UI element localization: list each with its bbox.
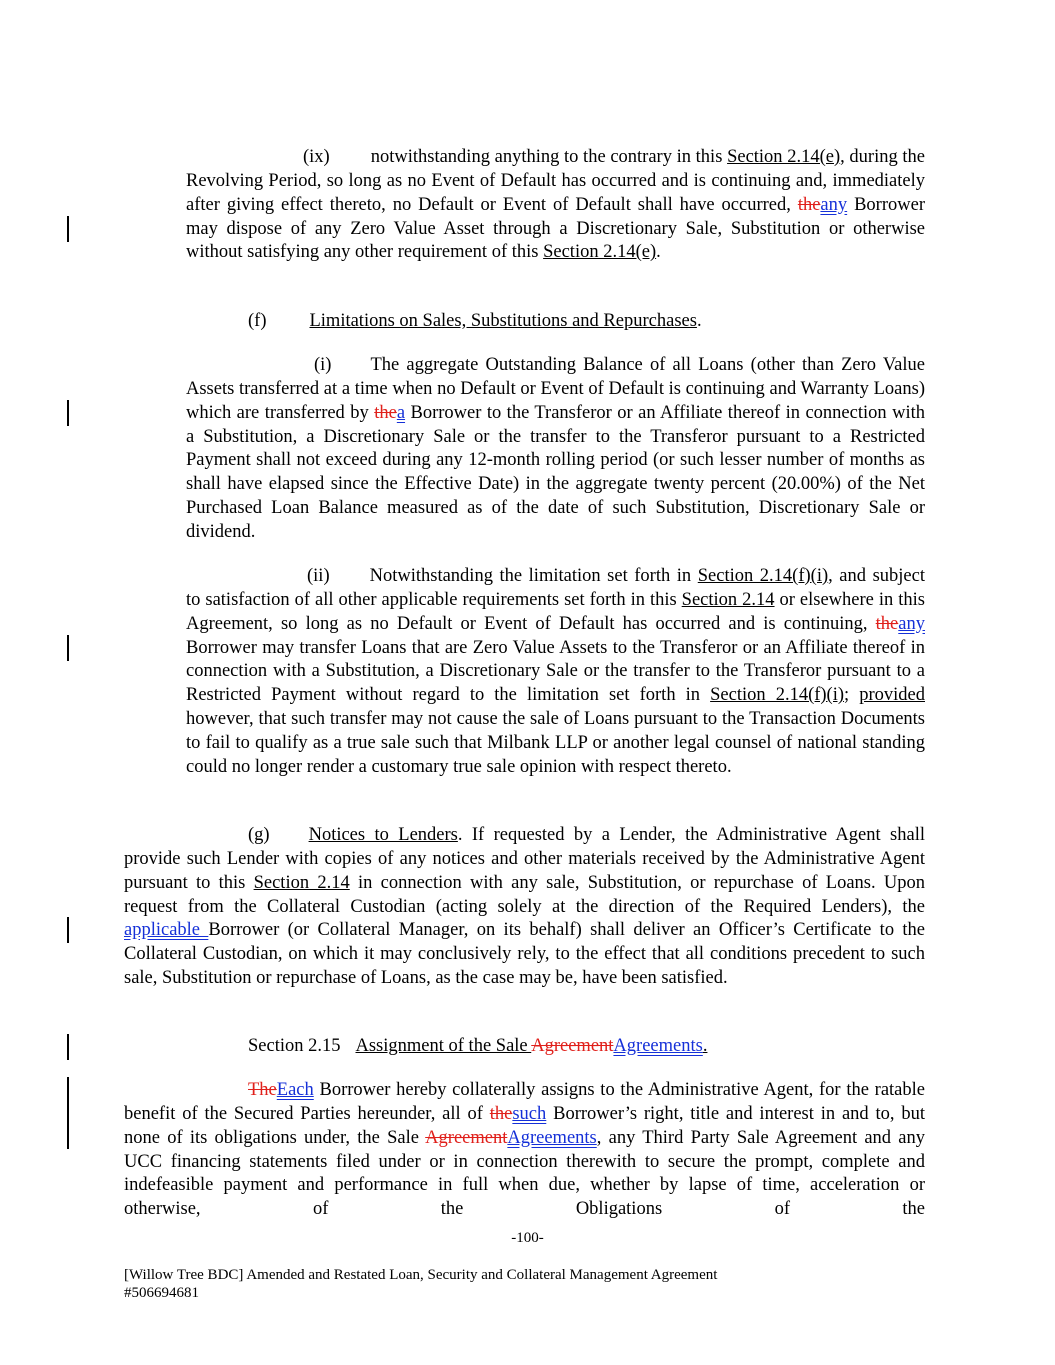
subsection-title: Notices to Lenders [308, 825, 458, 845]
section-reference: Section 2.14(f)(i) [697, 566, 829, 586]
change-bar [67, 216, 69, 242]
inserted-text: Each [276, 1080, 314, 1100]
change-bar [67, 1034, 69, 1060]
deleted-text: Agreement [531, 1036, 614, 1056]
provided-term: provided [859, 685, 925, 706]
section-number: Section 2.15 [248, 1036, 341, 1056]
paragraph-label: (g) [248, 825, 270, 845]
change-bar [67, 635, 69, 661]
paragraph-label: (ii) [307, 566, 330, 586]
footer-title: [Willow Tree BDC] Amended and Restated Loan, Security and Collateral Management Agreement [124, 1267, 718, 1283]
deleted-text: the [374, 402, 397, 423]
inserted-text: any [898, 613, 925, 634]
paragraph-label: (f) [248, 311, 267, 331]
subsection-f-heading: (f) Limitations on Sales, Substitutions and Repurchases. [248, 311, 702, 331]
change-bar [67, 917, 69, 943]
footer-doc-id: #506694681 [124, 1285, 199, 1301]
paragraph-label: (i) [314, 355, 332, 375]
inserted-text: applicable [124, 920, 209, 941]
change-bar [67, 1077, 69, 1149]
section-title: Assignment of the Sale [355, 1036, 532, 1056]
document-footer [124, 1266, 717, 1302]
deleted-text: Agreement [425, 1127, 508, 1148]
section-reference: Section 2.14 [253, 872, 350, 893]
section-reference: Section 2.14(e) [727, 147, 841, 167]
paragraph-ix: (ix) notwithstanding anything to the contrary in this Section 2.14(e), during the Revolving Period, so long as no Event of Default has occurred and is continuing and, immediately after giving effect thereto, no Default or Event of Default shall have occurred, theany Borrower may dispose of any Zero Value Asset through a Discretionary Sale, Substitution or otherwise without satisfying any other requirement of this Section 2.14(e). [186, 147, 925, 263]
section-reference: Section 2.14(e) [543, 242, 657, 263]
subsection-title: Limitations on Sales, Substitutions and Repurchases [309, 311, 697, 331]
deleted-text: The [248, 1080, 277, 1100]
paragraph-f-i: (i) The aggregate Outstanding Balance of all Loans (other than Zero Value Assets transferred at a time when no Default or Event of Default is continuing and Warranty Loans) which are transferred by thea Borrower to the Transferor or an Affiliate thereof in connection with a Substitution, a Discretionary Sale or the transfer to the Transferor pursuant to a Restricted Payment shall not exceed during any 12-month rolling period (or such lesser number of months as shall have elapsed since the Effective Date) in the aggregate twenty percent (20.00%) of the Net Purchased Loan Balance measured as of the date of such Substitution, Discretionary Sale or dividend. [186, 355, 925, 542]
deleted-text: the [489, 1103, 513, 1124]
deleted-text: the [875, 613, 899, 634]
inserted-text: a [396, 402, 406, 423]
section-2-15-heading: Section 2.15 Assignment of the Sale AgreementAgreements. [248, 1036, 708, 1056]
deleted-text: the [797, 194, 821, 215]
change-bar [67, 400, 69, 426]
paragraph-f-ii: (ii) Notwithstanding the limitation set forth in Section 2.14(f)(i), and subject to satisfaction of all other applicable requirements set forth in this Section 2.14 or elsewhere in this Agreement, so long as no Default or Event of Default has occurred and is continuing, theany Borrower may transfer Loans that are Zero Value Assets to the Transferor or an Affiliate thereof in connection with a Substitution, a Discretionary Sale or the transfer to the Transferor pursuant to a Restricted Payment without regard to the limitation set forth in Section 2.14(f)(i); provided however, that such transfer may not cause the sale of Loans pursuant to the Transaction Documents to fail to qualify as a true sale such that Milbank LLP or another legal counsel of national standing could no longer render a customary true sale opinion with respect thereto. [186, 566, 925, 777]
inserted-text: Agreements [613, 1036, 703, 1056]
paragraph-2-15-body: TheEach Borrower hereby collaterally assigns to the Administrative Agent, for the ratable benefit of the Secured Parties hereunder, all of thesuch Borrower’s right, title and interest in and to, but none of its obligations under, the Sale AgreementAgreements, any Third Party Sale Agreement and any UCC financing statements filed under or in connection therewith to secure the prompt, complete and indefeasible payment and performance in full when due, whether by lapse of time, acceleration or otherwise, of the Obligations of the [124, 1080, 925, 1220]
paragraph-label: (ix) [303, 147, 330, 167]
paragraph-g: (g) Notices to Lenders. If requested by a Lender, the Administrative Agent shall provide such Lender with copies of any notices and other materials received by the Administrative Agent pursuant to this Section 2.14 in connection with any sale, Substitution, or repurchase of Loans. Upon request from the Collateral Custodian (acting solely at the direction of the Required Lenders), the applicable Borrower (or Collateral Manager, on its behalf) shall deliver an Officer’s Certificate to the Collateral Custodian, on which it may conclusively rely, to the effect that all conditions precedent to such sale, Substitution or repurchase of Loans, as the case may be, have been satisfied. [124, 825, 925, 989]
section-reference: Section 2.14(f)(i) [710, 685, 845, 706]
section-reference: Section 2.14 [681, 589, 775, 610]
inserted-text: such [512, 1103, 547, 1124]
page-number: -100- [511, 1230, 544, 1246]
inserted-text: any [820, 194, 848, 215]
inserted-text: Agreements [507, 1127, 597, 1148]
